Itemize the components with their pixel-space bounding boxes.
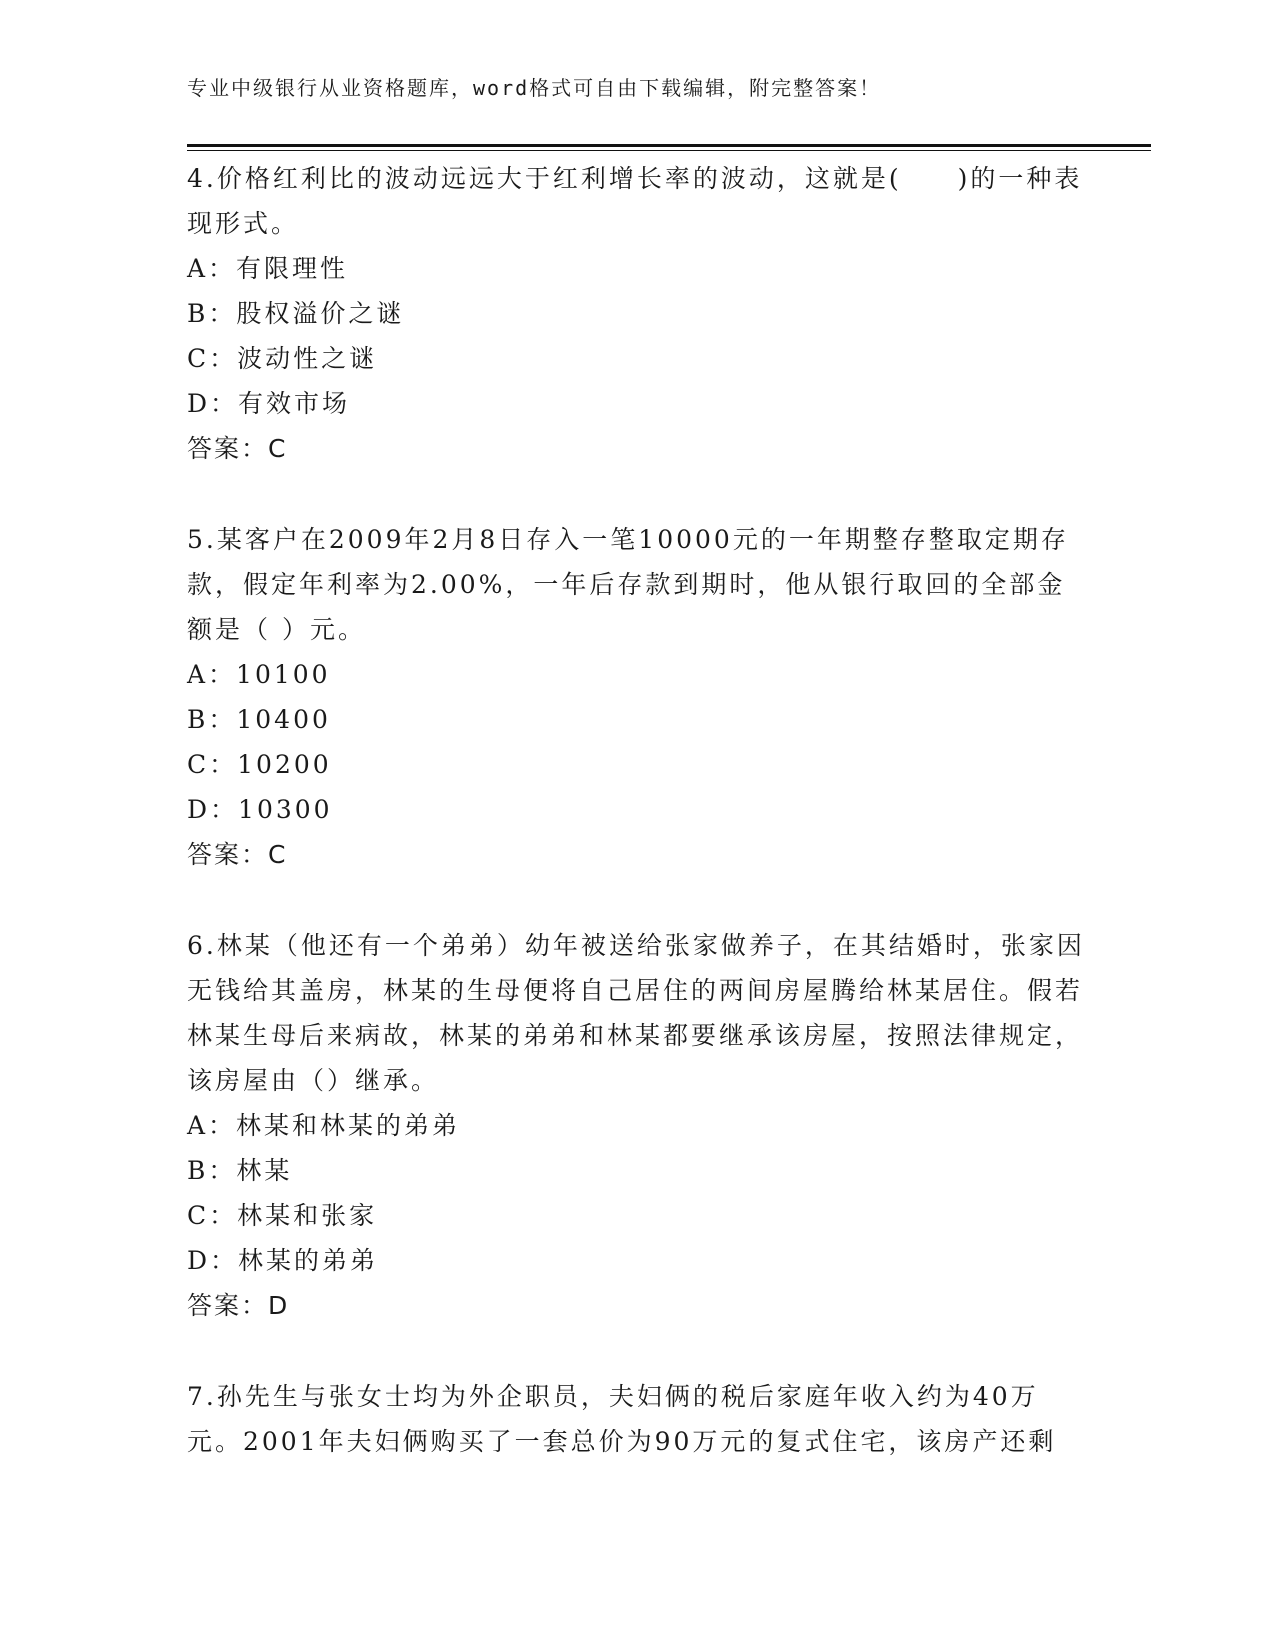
page-header: 专业中级银行从业资格题库，word格式可自由下载编辑，附完整答案！ xyxy=(187,76,882,100)
option-d: D：林某的弟弟 xyxy=(187,1246,379,1275)
option-d: D：有效市场 xyxy=(187,389,351,418)
answer-line: 答案：C xyxy=(187,840,288,869)
option-c: C：10200 xyxy=(187,750,332,779)
question-stem: 4.价格红利比的波动远远大于红利增长率的波动，这就是( )的一种表现形式。 xyxy=(187,164,1083,238)
header-rule-thick xyxy=(187,144,1151,147)
option-c: C：波动性之谜 xyxy=(187,344,378,373)
question-stem: 5.某客户在2009年2月8日存入一笔10000元的一年期整存整取定期存款，假定年利率为2.00%，一年后存款到期时，他从银行取回的全部金额是（ ）元。 xyxy=(187,525,1069,644)
answer-line: 答案：D xyxy=(187,1291,290,1320)
option-b: B：10400 xyxy=(187,705,331,734)
question-list xyxy=(187,156,1087,1510)
answer-line: 答案：C xyxy=(187,434,288,463)
question-7 xyxy=(187,1374,1087,1464)
option-a: A：10100 xyxy=(187,660,331,689)
option-a: A：有限理性 xyxy=(187,254,349,283)
question-4 xyxy=(187,156,1087,471)
question-stem: 7.孙先生与张女士均为外企职员，夫妇俩的税后家庭年收入约为40万元。2001年夫妇俩购买了一套总价为90万元的复式住宅，该房产还剩 xyxy=(187,1382,1057,1456)
option-b: B：股权溢价之谜 xyxy=(187,299,405,328)
option-a: A：林某和林某的弟弟 xyxy=(187,1111,461,1140)
question-6 xyxy=(187,923,1087,1328)
header-rule-thin xyxy=(187,150,1151,151)
question-5 xyxy=(187,517,1087,877)
option-b: B：林某 xyxy=(187,1156,293,1185)
option-d: D：10300 xyxy=(187,795,333,824)
option-c: C：林某和张家 xyxy=(187,1201,378,1230)
question-stem: 6.林某（他还有一个弟弟）幼年被送给张家做养子，在其结婚时，张家因无钱给其盖房，林某的生母便将自己居住的两间房屋腾给林某居住。假若林某生母后来病故，林某的弟弟和林某都要继承该房屋，按照法律规定，该房屋由（）继承。 xyxy=(187,931,1085,1095)
